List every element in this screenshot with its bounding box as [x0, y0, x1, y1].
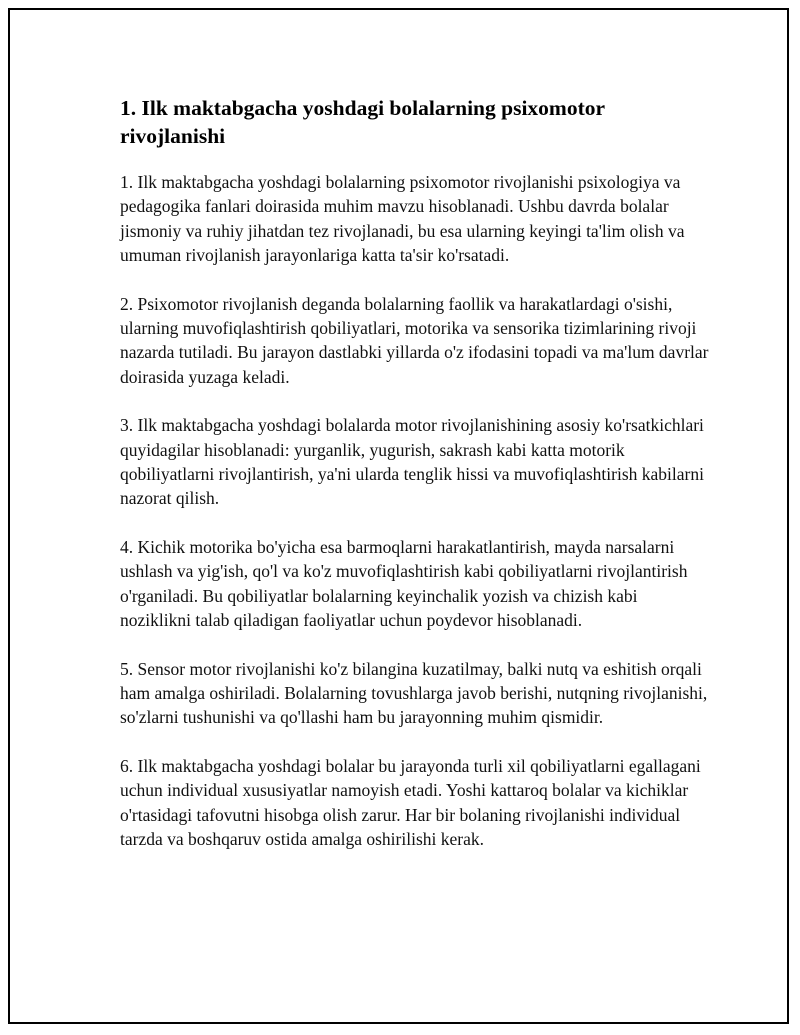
paragraph-3: 3. Ilk maktabgacha yoshdagi bolalarda motor rivojlanishining asosiy ko'rsatkichlari quyidagilar hisoblanadi: yurganlik, yugurish, sakrash kabi katta motorik qobiliyatlarni rivojlantirish, ya'ni ularda tenglik hissi va muvofiqlashtirish kabilarni nazorat qilish. [120, 415, 704, 509]
page-frame [8, 8, 789, 1024]
paragraph-5: 5. Sensor motor rivojlanishi ko'z bilangina kuzatilmay, balki nutq va eshitish orqali ham amalga oshiriladi. Bolalarning tovushlarga javob berishi, nutqning rivojlanishi, so'zlarni tushunishi va qo'llashi ham bu jarayonning muhim qismidir. [120, 658, 708, 728]
paragraph-1: 1. Ilk maktabgacha yoshdagi bolalarning psixomotor rivojlanishi psixologiya va pedagogika fanlari doirasida muhim mavzu hisoblanadi. Ushbu davrda bolalar jismoniy va ruhiy jihatdan tez rivojlanadi, bu esa ularning keyingi ta'lim olish va umuman rivojlanish jarayonlariga katta ta'sir ko'rsatadi. [120, 172, 685, 266]
paragraph-2: 2. Psixomotor rivojlanish deganda bolalarning faollik va harakatlardagi o'sishi, ularning muvofiqlashtirish qobiliyatlari, motorika va sensorika tizimlarining rivoji nazarda tutiladi. Bu jarayon dastlabki yillarda o'z ifodasini topadi va ma'lum davrlar doirasida yuzaga keladi. [120, 293, 709, 387]
paragraph-6: 6. Ilk maktabgacha yoshdagi bolalar bu jarayonda turli xil qobiliyatlarni egallagani uchun individual xususiyatlar namoyish etadi. Yoshi kattaroq bolalar va kichiklar o'rtasidagi tafovutni hisobga olish zarur. Har bir bolaning rivojlanishi individual tarzda va boshqaruv ostida amalga oshirilishi kerak. [120, 755, 701, 849]
paragraph-4: 4. Kichik motorika bo'yicha esa barmoqlarni harakatlantirish, mayda narsalarni ushlash va yig'ish, qo'l va ko'z muvofiqlashtirish kabi qobiliyatlarni rivojlantirish o'rganiladi. Bu qobiliyatlar bolalarning keyinchalik yozish va chizish kabi noziklikni talab qiladigan faoliyatlar uchun poydevor hisoblanadi. [120, 536, 688, 631]
document-body [120, 94, 710, 875]
document-title: 1. Ilk maktabgacha yoshdagi bolalarning psixomotor rivojlanishi [120, 96, 605, 148]
